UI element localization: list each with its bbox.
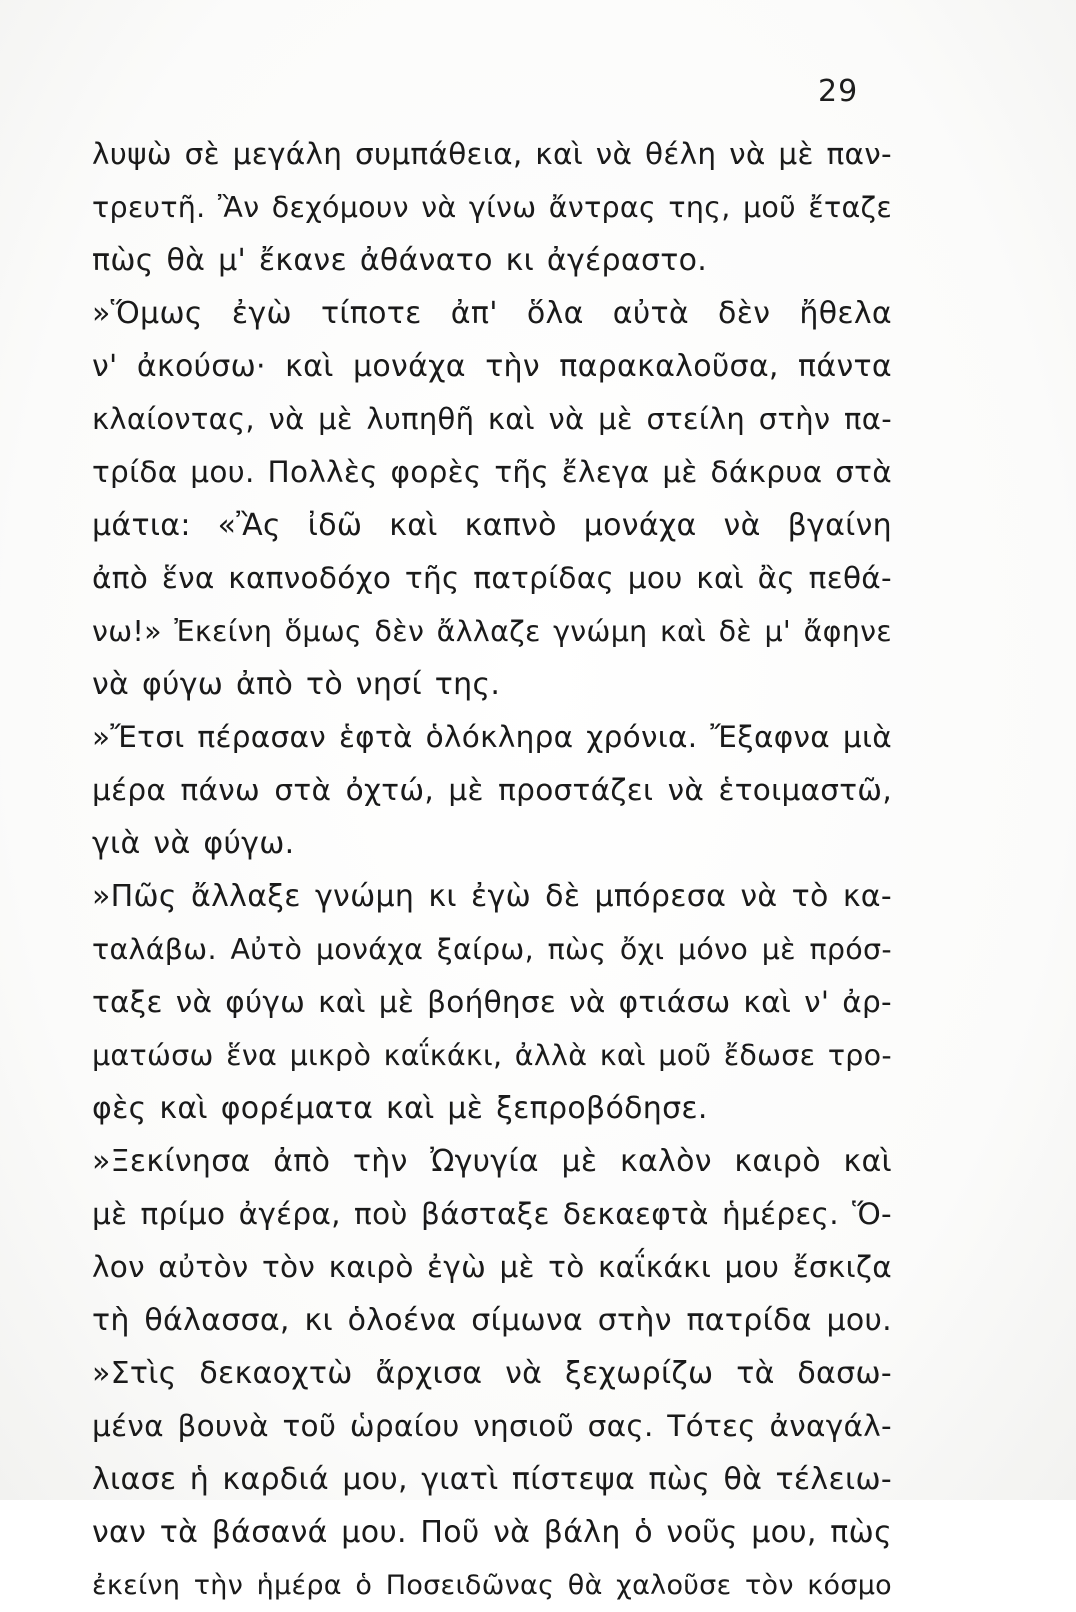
text-line: πὼς θὰ μ' ἔκανε ἀθάνατο κι ἀγέραστο. [92, 243, 708, 278]
text-line: λον αὐτὸν τὸν καιρὸ ἐγὼ μὲ τὸ καΐκάκι μου ἔσκιζα [92, 1250, 892, 1284]
text-line: ν' ἀκούσω· καὶ μονάχα τὴν παρακαλοῦσα, πάντα [92, 349, 892, 384]
text-line: φὲς καὶ φορέματα καὶ μὲ ξεπροβόδησε. [92, 1091, 708, 1126]
text-line: ἀπὸ ἕνα καπνοδόχο τῆς πατρίδας μου καὶ ἂς πεθά- [92, 561, 892, 595]
text-line: λυψὼ σὲ μεγάλη συμπάθεια, καὶ νὰ θέλη νὰ μὲ παν- [92, 137, 892, 171]
text-line: ταλάβω. Αὐτὸ μονάχα ξαίρω, πὼς ὄχι μόνο μὲ πρόσ- [92, 933, 892, 966]
text-line: λιασε ἡ καρδιά μου, γιατὶ πίστεψα πὼς θὰ τέλειω- [92, 1462, 892, 1497]
text-line: ἐκείνη τὴν ἡμέρα ὁ Ποσειδῶνας θὰ χαλοῦσε τὸν κόσμο [92, 1570, 892, 1601]
text-line: τὴ θάλασσα, κι ὁλοένα σίμωνα στὴν πατρίδα μου. [92, 1303, 892, 1338]
text-line: »Πῶς ἄλλαξε γνώμη κι ἐγὼ δὲ μπόρεσα νὰ τὸ κα- [92, 879, 892, 914]
text-line: κλαίοντας, νὰ μὲ λυπηθῆ καὶ νὰ μὲ στείλη στὴν πα- [92, 402, 892, 436]
text-line: μάτια: «Ἂς ἰδῶ καὶ καπνὸ μονάχα νὰ βγαίνη [92, 508, 892, 543]
page-number: 29 [818, 74, 859, 109]
text-line: νὰ φύγω ἀπὸ τὸ νησί της. [92, 667, 501, 702]
body-text [92, 128, 892, 1612]
text-line: μένα βουνὰ τοῦ ὡραίου νησιοῦ σας. Τότες ἀναγάλ- [92, 1409, 892, 1443]
text-line: τρευτῆ. Ἂν δεχόμουν νὰ γίνω ἄντρας της, μοῦ ἔταζε [92, 191, 893, 224]
text-line: τρίδα μου. Πολλὲς φορὲς τῆς ἔλεγα μὲ δάκρυα στὰ [92, 455, 892, 489]
text-line: »Ξεκίνησα ἀπὸ τὴν Ὠγυγία μὲ καλὸν καιρὸ καὶ [92, 1144, 892, 1179]
text-line: ναν τὰ βάσανά μου. Ποῦ νὰ βάλη ὁ νοῦς μου, πὼς [92, 1515, 892, 1550]
text-line: μέρα πάνω στὰ ὀχτώ, μὲ προστάζει νὰ ἑτοιμαστῶ, [92, 773, 892, 807]
text-line: »Στὶς δεκαοχτὼ ἄρχισα νὰ ξεχωρίζω τὰ δασω- [92, 1356, 892, 1391]
text-line: ματώσω ἕνα μικρὸ καΐκάκι, ἀλλὰ καὶ μοῦ ἔδωσε τρο- [92, 1039, 892, 1072]
text-line: νω!» Ἐκείνη ὅμως δὲν ἄλλαζε γνώμη καὶ δὲ μ' ἄφηνε [92, 615, 892, 648]
text-line: »Ἔτσι πέρασαν ἑφτὰ ὁλόκληρα χρόνια. Ἔξαφνα μιὰ [92, 720, 892, 754]
text-line: »Ὅμως ἐγὼ τίποτε ἀπ' ὅλα αὐτὰ δὲν ἤθελα [92, 296, 892, 331]
text-line: μὲ πρίμο ἀγέρα, ποὺ βάσταξε δεκαεφτὰ ἡμέρες. Ὅ- [92, 1197, 892, 1231]
text-line: γιὰ νὰ φύγω. [92, 826, 295, 861]
text-line: ταξε νὰ φύγω καὶ μὲ βοήθησε νὰ φτιάσω καὶ ν' ἀρ- [92, 985, 892, 1019]
